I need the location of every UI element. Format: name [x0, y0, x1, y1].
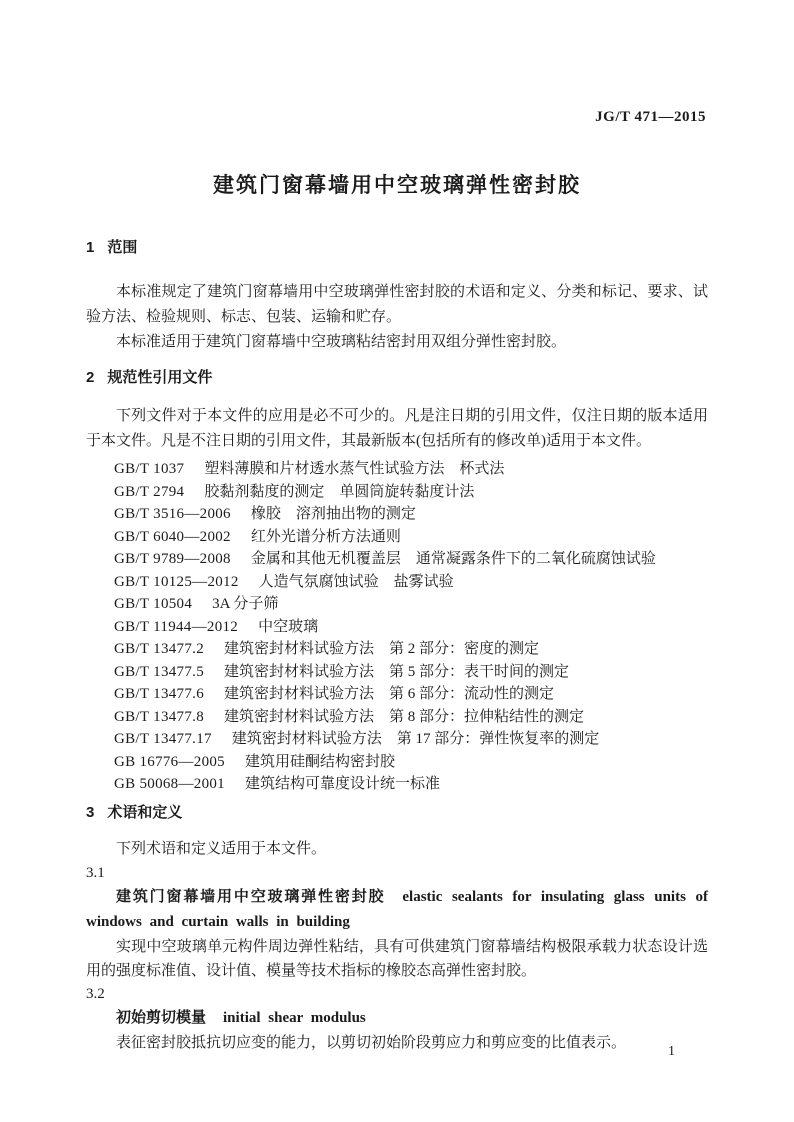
- term-english: elastic sealants for insulating glass units of windows and curtain walls in building: [86, 889, 708, 930]
- reference-item: [114, 728, 708, 751]
- reference-title: 建筑密封材料试验方法 第 2 部分：密度的测定: [224, 641, 540, 657]
- reference-title: 塑料薄膜和片材透水蒸气性试验方法 杯式法: [204, 461, 505, 477]
- paragraph: 下列术语和定义适用于本文件。: [116, 841, 327, 857]
- page-number: 1: [668, 1044, 675, 1059]
- reference-item: [114, 661, 708, 684]
- reference-item: [114, 773, 708, 796]
- reference-title: 人造气氛腐蚀试验 盐雾试验: [258, 573, 454, 590]
- reference-code: GB/T 13477.8: [114, 708, 204, 725]
- reference-code: GB/T 13477.17: [114, 731, 212, 747]
- reference-item: [114, 616, 708, 639]
- reference-title: 建筑密封材料试验方法 第 17 部分：弹性恢复率的测定: [231, 731, 600, 747]
- paragraph: 下列文件对于本文件的应用是必不可少的。凡是注日期的引用文件，仅注日期的版本适用于本文件。凡是不注日期的引用文件，其最新版本(包括所有的修改单)适用于本文件。: [86, 408, 708, 449]
- reference-code: GB/T 9789—2008: [114, 551, 231, 567]
- paragraph: 本标准规定了建筑门窗幕墙用中空玻璃弹性密封胶的术语和定义、分类和标记、要求、试验方法、检验规则、标志、包装、运输和贮存。: [86, 284, 708, 325]
- reference-code: GB/T 11944—2012: [114, 618, 239, 635]
- reference-code: GB/T 6040—2002: [114, 528, 231, 545]
- section-title: 范围: [107, 239, 138, 256]
- paragraph: 本标准适用于建筑门窗幕墙中空玻璃粘结密封用双组分弹性密封胶。: [116, 334, 567, 350]
- section-terms-definitions: [86, 802, 708, 1055]
- term-entry: [86, 983, 708, 1055]
- section-title: 规范性引用文件: [107, 369, 213, 386]
- term-line: [86, 884, 708, 935]
- section-normative-references: [86, 367, 708, 796]
- reference-title: 金属和其他无机覆盖层 通常凝露条件下的二氧化硫腐蚀试验: [250, 551, 656, 567]
- section-title: 术语和定义: [107, 804, 183, 821]
- reference-title: 建筑密封材料试验方法 第 6 部分：流动性的测定: [224, 686, 555, 702]
- term-definition: 实现中空玻璃单元构件周边弹性粘结，具有可供建筑门窗幕墙结构极限承载力状态设计选用的强度标准值、设计值、模量等技术指标的橡胶态高弹性密封胶。: [86, 939, 708, 979]
- standard-code: JG/T 471—2015: [595, 109, 706, 125]
- reference-title: 中空玻璃: [258, 618, 319, 635]
- reference-item: [114, 593, 708, 616]
- reference-code: GB/T 13477.5: [114, 663, 204, 680]
- section-number: 3: [86, 804, 95, 821]
- reference-list: [86, 458, 708, 796]
- reference-code: GB/T 3516—2006: [114, 506, 231, 522]
- reference-title: 建筑密封材料试验方法 第 5 部分：表干时间的测定: [224, 663, 570, 680]
- reference-title: 建筑用硅酮结构密封胶: [245, 753, 396, 770]
- reference-title: 3A 分子筛: [212, 596, 279, 612]
- section-heading: [86, 802, 708, 823]
- reference-item: [114, 526, 708, 549]
- term-chinese: 建筑门窗幕墙用中空玻璃弹性密封胶: [116, 888, 386, 905]
- section-number: 1: [86, 239, 95, 256]
- reference-code: GB/T 10125—2012: [114, 573, 239, 590]
- reference-item: [114, 751, 708, 774]
- reference-item: [114, 706, 708, 729]
- reference-code: GB/T 1037: [114, 461, 185, 477]
- section-heading: [86, 367, 708, 388]
- reference-code: GB 16776—2005: [114, 753, 225, 770]
- reference-code: GB/T 13477.2: [114, 641, 204, 657]
- reference-code: GB/T 13477.6: [114, 686, 204, 702]
- reference-code: GB/T 2794: [114, 483, 185, 500]
- reference-item: [114, 571, 708, 594]
- reference-item: [114, 638, 708, 661]
- reference-item: [114, 503, 708, 526]
- section-body: [86, 280, 708, 355]
- reference-title: 红外光谱分析方法通则: [250, 528, 401, 545]
- section-scope: [86, 237, 708, 355]
- term-definition: 表征密封胶抵抗切应变的能力，以剪切初始阶段剪应力和剪应变的比值表示。: [116, 1035, 627, 1051]
- reference-item: [114, 481, 708, 504]
- reference-item: [114, 458, 708, 481]
- reference-item: [114, 683, 708, 706]
- reference-title: 胶黏剂黏度的测定 单圆筒旋转黏度计法: [204, 483, 475, 500]
- document-title: 建筑门窗幕墙用中空玻璃弹性密封胶: [213, 174, 581, 197]
- reference-code: GB/T 10504: [114, 596, 193, 612]
- term-english: initial shear modulus: [223, 1010, 366, 1026]
- section-number: 2: [86, 369, 95, 386]
- reference-title: 建筑密封材料试验方法 第 8 部分：拉伸粘结性的测定: [224, 708, 585, 725]
- term-line: [86, 1005, 708, 1031]
- term-number: 3.2: [86, 986, 105, 1002]
- reference-code: GB 50068—2001: [114, 776, 225, 792]
- term-number: 3.1: [86, 865, 105, 881]
- term-entry: [86, 862, 708, 983]
- reference-title: 橡胶 溶剂抽出物的测定: [250, 506, 416, 522]
- section-heading: [86, 237, 708, 258]
- term-chinese: 初始剪切模量: [116, 1009, 207, 1026]
- reference-item: [114, 548, 708, 571]
- reference-title: 建筑结构可靠度设计统一标准: [245, 776, 441, 792]
